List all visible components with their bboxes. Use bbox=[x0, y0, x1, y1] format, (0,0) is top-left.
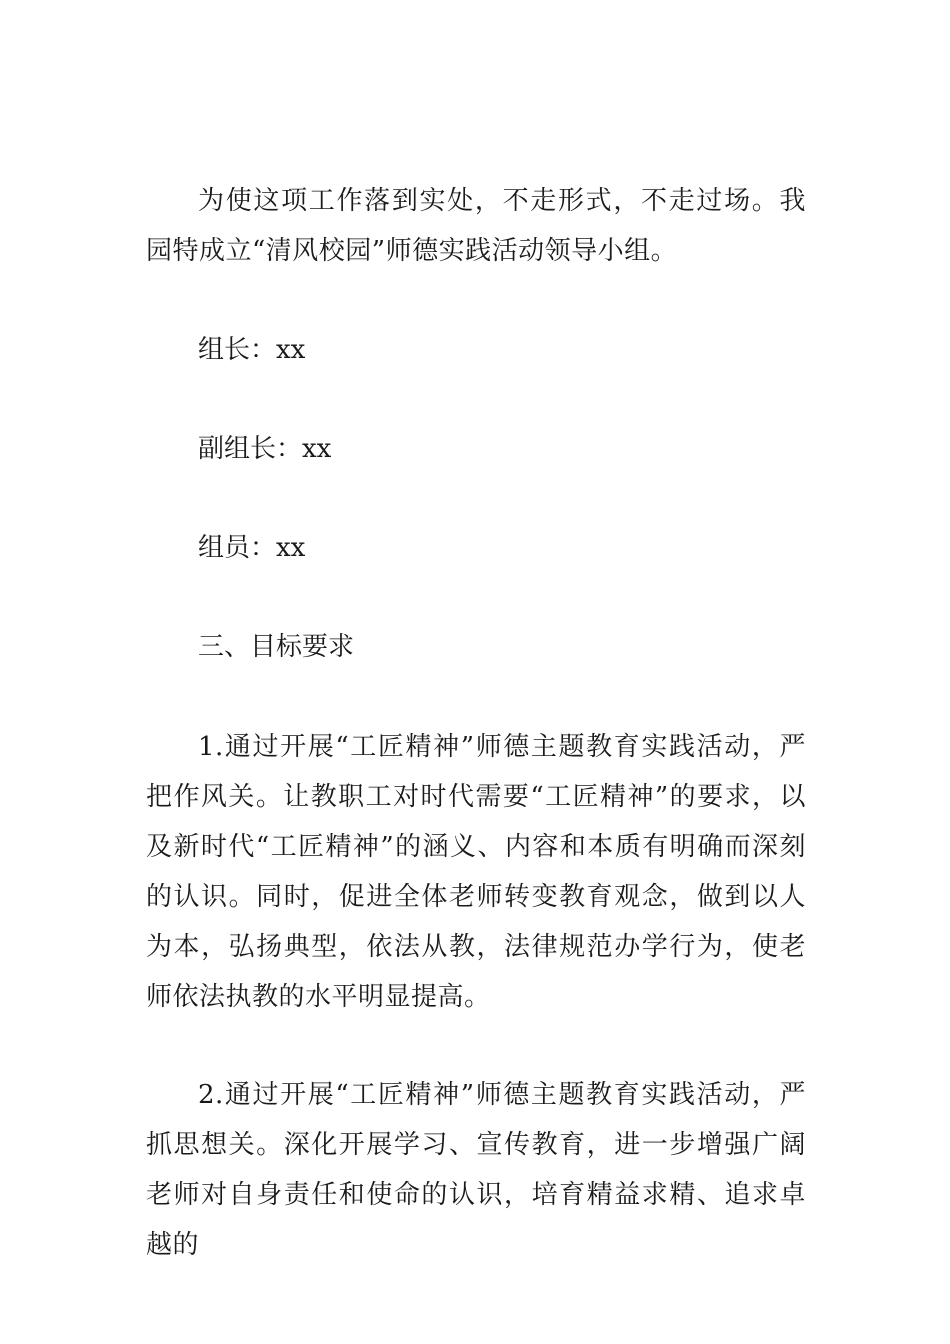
paragraph-intro: 为使这项工作落到实处，不走形式，不走过场。我园特成立“清风校园”师德实践活动领导小组。 bbox=[146, 186, 806, 266]
deputy-leader-line: 副组长：xx bbox=[198, 434, 332, 464]
members-line: 组员：xx bbox=[198, 533, 306, 563]
leader-line: 组长：xx bbox=[198, 335, 306, 365]
section-heading: 三、目标要求 bbox=[198, 632, 355, 662]
paragraph-goal-1: 1.通过开展“工匠精神”师德主题教育实践活动，严把作风关。让教职工对时代需要“工匠精神”的要求，以及新时代“工匠精神”的涵义、内容和本质有明确而深刻的认识。同时，促进全体老师转变教育观念，做到以人为本，弘扬典型，依法从教，法律规范办学行为，使老师依法执教的水平明显提高。 bbox=[146, 732, 806, 1012]
paragraph-goal-2: 2.通过开展“工匠精神”师德主题教育实践活动，严抓思想关。深化开展学习、宣传教育，进一步增强广阔老师对自身责任和使命的认识，培育精益求精、追求卓越的 bbox=[146, 1080, 806, 1260]
